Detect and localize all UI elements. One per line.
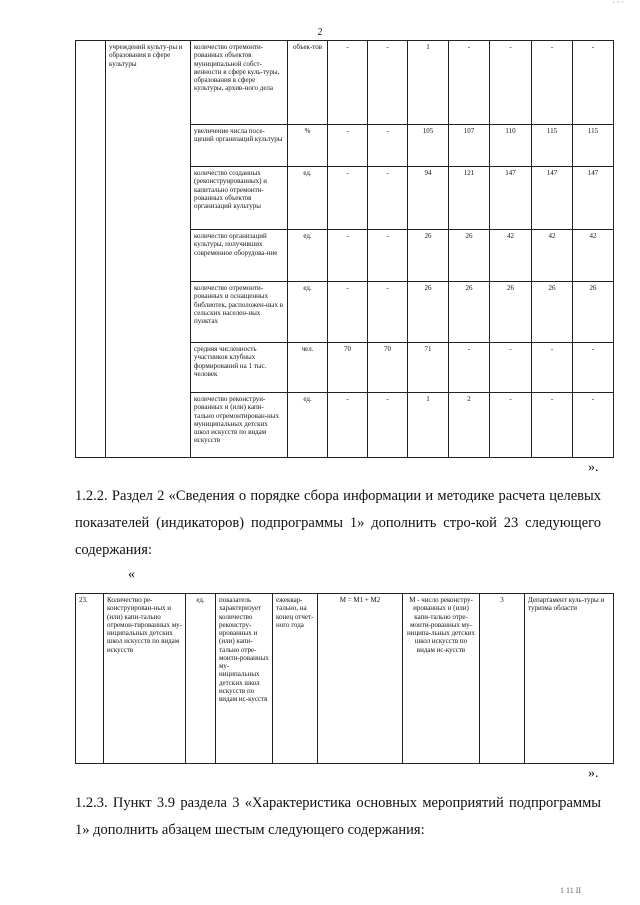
value-cell: 26 — [573, 282, 614, 343]
page-number: 2 — [317, 27, 323, 38]
unit: ед. — [288, 230, 328, 282]
unit: ед. — [288, 167, 328, 230]
value-cell: 94 — [408, 167, 449, 230]
definition: показатель характеризует количество реконстру-ированных и (или) капи-тально отре-монти-рованных му-ниципальных детских школ искусств по видам ис-кусств — [216, 594, 273, 764]
responsible: Департамент куль-туры и туризма области — [525, 594, 614, 764]
footer-mark: 1 11 II — [560, 886, 582, 895]
unit: чел. — [288, 343, 328, 393]
table2-closing-quote: ». — [588, 766, 599, 781]
paragraph-1-2-2: 1.2.2. Раздел 2 «Сведения о порядке сбора информации и методике расчета целевых показателей (индикаторов) подпрограммы 1» дополнить стро-кой 23 следующего содержания: — [75, 488, 601, 558]
indicator-name: количество отремонти-рованных и оснащенных библиотек, расположен-ных в сельских населен-ных пунктах — [191, 282, 288, 343]
value-cell: 115 — [532, 125, 573, 167]
value-cell: - — [449, 343, 490, 393]
value-cell: - — [532, 41, 573, 125]
value-cell: - — [573, 343, 614, 393]
formula-explanation: M - число реконстру-ированных и (или) капи-тально отре-монти-рованных му-ниципа-льных детских школ искусств по видам ис-кусств — [403, 594, 480, 764]
method: 3 — [480, 594, 525, 764]
value-cell: 2 — [449, 393, 490, 458]
value-cell: 107 — [449, 125, 490, 167]
blank-cell — [76, 41, 106, 458]
value-cell: 105 — [408, 125, 449, 167]
indicator-name: количество реконструи-рованных и (или) капи-тально отремонтирован-ных муниципальных детских школ искусств по видам искусств — [191, 393, 288, 458]
value-cell: - — [328, 282, 368, 343]
period: ежеквар-тально, на конец отчет-ного года — [273, 594, 318, 764]
value-cell: - — [368, 125, 408, 167]
value-cell: 147 — [573, 167, 614, 230]
unit: ед. — [288, 393, 328, 458]
value-cell: 1 — [408, 393, 449, 458]
value-cell: 71 — [408, 343, 449, 393]
value-cell: 110 — [490, 125, 532, 167]
value-cell: - — [573, 393, 614, 458]
value-cell: - — [573, 41, 614, 125]
value-cell: - — [490, 393, 532, 458]
value-cell: 147 — [532, 167, 573, 230]
value-cell: 42 — [490, 230, 532, 282]
indicator-name: средняя численность участников клубных формирований на 1 тыс. человек — [191, 343, 288, 393]
value-cell: 115 — [573, 125, 614, 167]
value-cell: 26 — [408, 282, 449, 343]
value-cell: 26 — [408, 230, 449, 282]
organization-cell: учреждений культу-ры и образования в сфере культуры — [106, 41, 191, 458]
unit: объек-тов — [288, 41, 328, 125]
value-cell: - — [490, 343, 532, 393]
row-number: 23. — [76, 594, 104, 764]
value-cell: - — [368, 230, 408, 282]
value-cell: 26 — [532, 282, 573, 343]
value-cell: 1 — [408, 41, 449, 125]
value-cell: 147 — [490, 167, 532, 230]
value-cell: - — [368, 41, 408, 125]
opening-quote: « — [128, 567, 135, 582]
unit: ед. — [288, 282, 328, 343]
value-cell: 26 — [449, 230, 490, 282]
formula: M = M1 + M2 — [318, 594, 403, 764]
unit: % — [288, 125, 328, 167]
value-cell: - — [328, 230, 368, 282]
value-cell: - — [328, 393, 368, 458]
table1-closing-quote: ». — [588, 460, 599, 475]
paragraph-1-2-3: 1.2.3. Пункт 3.9 раздела 3 «Характеристика основных мероприятий подпрограммы 1» дополнить абзацем шестым следующего содержания: — [75, 795, 601, 838]
value-cell: 42 — [573, 230, 614, 282]
value-cell: - — [328, 125, 368, 167]
value-cell: - — [490, 41, 532, 125]
table-row — [76, 41, 614, 125]
value-cell: - — [449, 41, 490, 125]
methodology-table — [75, 593, 614, 764]
indicator-name: Количество ре-конструирован-ных и (или) капи-тально отремон-тированных му-ниципальных детских школ искусств по видам искусств — [104, 594, 186, 764]
value-cell: 70 — [368, 343, 408, 393]
value-cell: - — [368, 282, 408, 343]
value-cell: - — [532, 343, 573, 393]
indicator-name: количество организаций культуры, получивших современное оборудова-ние — [191, 230, 288, 282]
scan-mark: · · · — [612, 0, 624, 7]
indicator-name: количество созданных (реконструированных) и капитально отремонти-рованных объектов организаций культуры — [191, 167, 288, 230]
value-cell: - — [368, 393, 408, 458]
indicator-name: количество отремонти-рованных объектов муниципальной собст-венности в сфере куль-туры, образования в сфере культуры, архив-ного дела — [191, 41, 288, 125]
value-cell: 121 — [449, 167, 490, 230]
value-cell: 26 — [449, 282, 490, 343]
unit: ед. — [186, 594, 216, 764]
value-cell: - — [328, 41, 368, 125]
indicator-name: увеличение числа посе-щений организаций культуры — [191, 125, 288, 167]
value-cell: 26 — [490, 282, 532, 343]
value-cell: - — [328, 167, 368, 230]
value-cell: 42 — [532, 230, 573, 282]
indicators-table — [75, 40, 614, 458]
value-cell: 70 — [328, 343, 368, 393]
value-cell: - — [368, 167, 408, 230]
value-cell: - — [532, 393, 573, 458]
